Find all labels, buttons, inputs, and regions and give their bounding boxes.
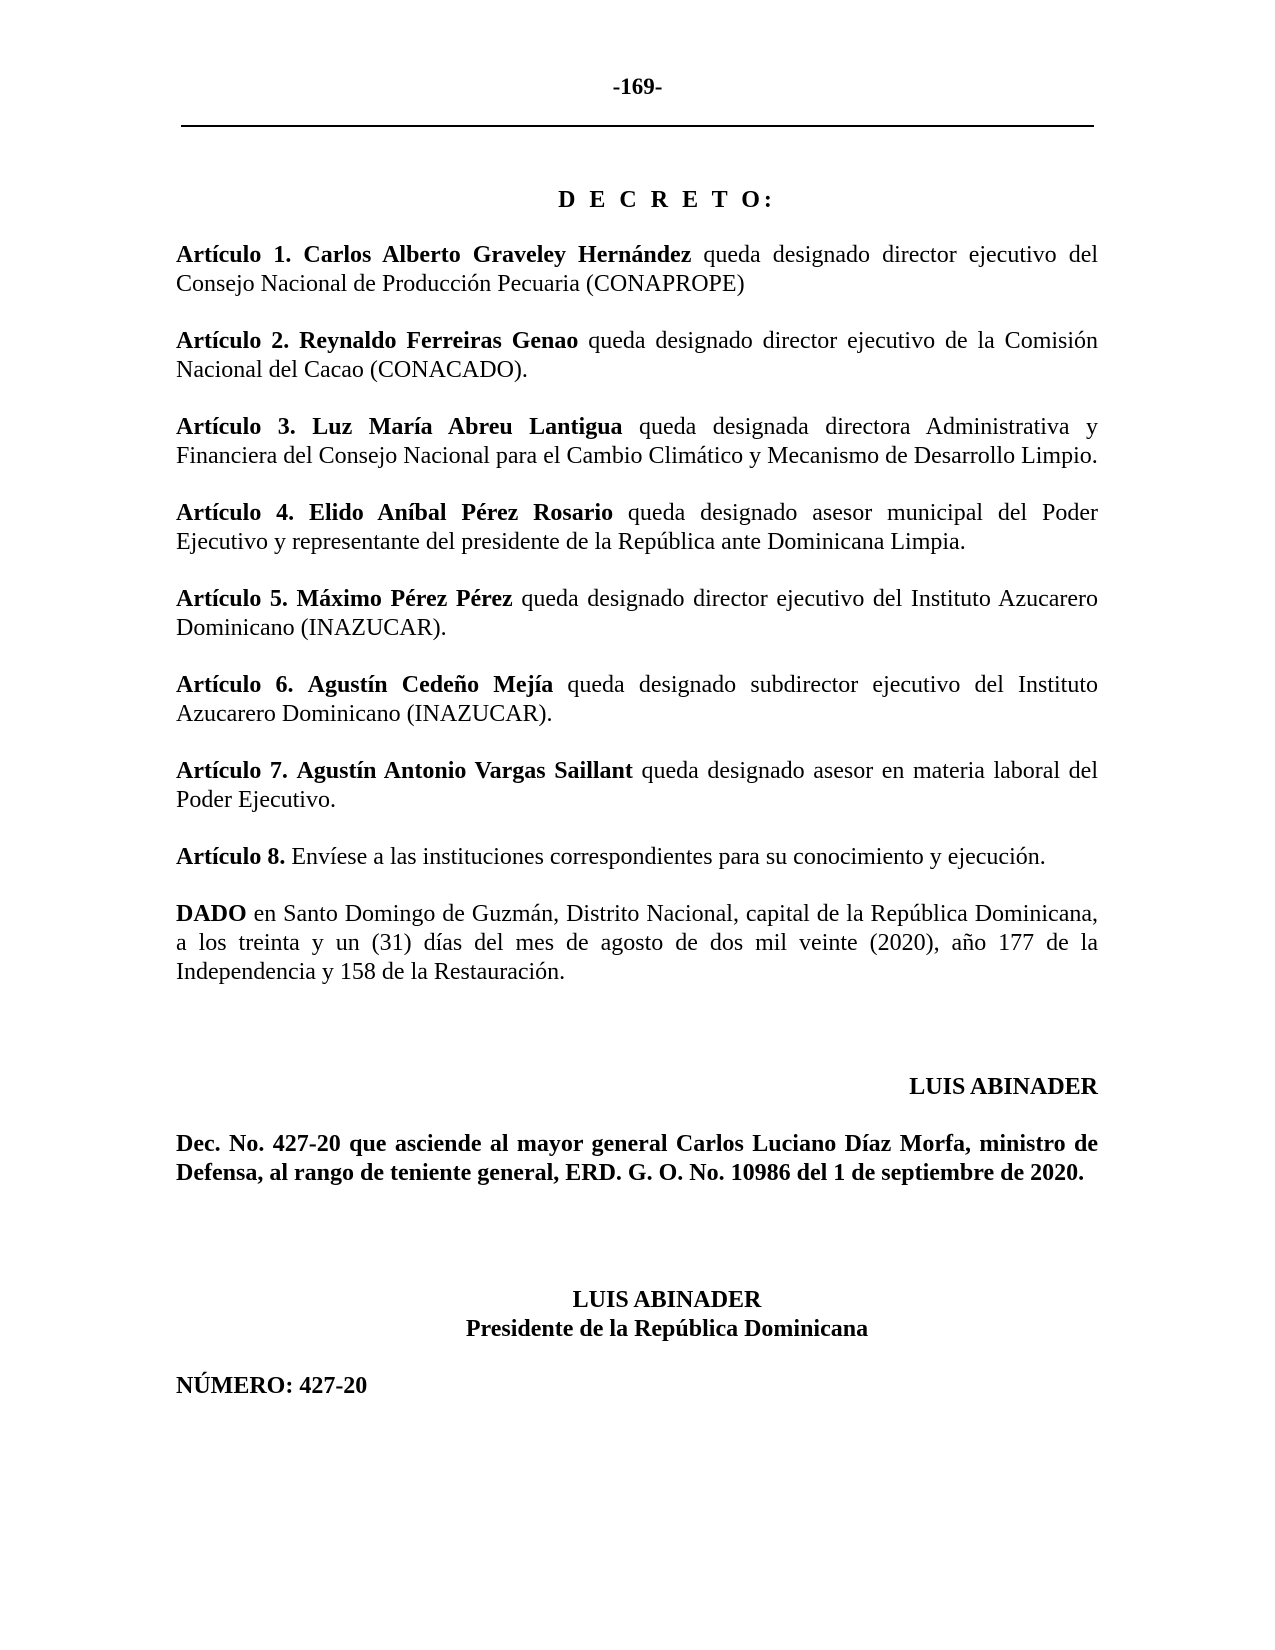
articulo-name: Agustín Cedeño Mejía — [307, 672, 554, 698]
document-body — [176, 186, 1098, 1401]
signature-luis-abinader: LUIS ABINADER — [909, 1074, 1098, 1100]
articulo-text: queda designado director ejecutivo del Consejo Nacional de Producción Pecuaria (CONAPROPE) — [176, 242, 1099, 297]
articulo-label: Artículo 6. — [176, 672, 294, 698]
articulo-text: queda designado director ejecutivo de la Comisión Nacional del Cacao (CONACADO). — [176, 328, 1099, 383]
decree-summary: Dec. No. 427-20 que asciende al mayor general Carlos Luciano Díaz Morfa, ministro de Defensa, al rango de teniente general, ERD. G. O. No. 10986 del 1 de septiembre de 2020. — [176, 1131, 1098, 1186]
signature-name: LUIS ABINADER — [572, 1287, 762, 1313]
articulo-name: Agustín Antonio Vargas Saillant — [296, 758, 633, 784]
articulo-2 — [176, 327, 1098, 385]
articulo-label: Artículo 7. — [176, 758, 288, 784]
dado-label: DADO — [176, 901, 247, 927]
articulo-text: queda designado asesor municipal del Poder Ejecutivo y representante del presidente de la República ante Dominicana Limpia. — [176, 500, 1099, 555]
articulo-text: Envíese a las instituciones correspondientes para su conocimiento y ejecución. — [291, 844, 1046, 870]
articulo-1 — [176, 241, 1098, 299]
articulo-text: queda designado director ejecutivo del Instituto Azucarero Dominicano (INAZUCAR). — [176, 586, 1099, 641]
page-number: -169- — [612, 74, 663, 99]
dado-text: en Santo Domingo de Guzmán, Distrito Nacional, capital de la República Dominicana, a los treinta y un (31) días del mes de agosto de dos mil veinte (2020), año 177 de la Independencia y 158 de la Restauración. — [176, 901, 1099, 985]
articulo-3 — [176, 413, 1098, 471]
articulo-name: Máximo Pérez Pérez — [296, 586, 513, 612]
articulo-label: Artículo 5. — [176, 586, 288, 612]
articulo-label: Artículo 8. — [176, 844, 286, 870]
articulo-5 — [176, 585, 1098, 643]
articulo-label: Artículo 4. — [176, 500, 295, 526]
articulo-4 — [176, 499, 1098, 557]
decree-number: NÚMERO: 427-20 — [176, 1373, 368, 1399]
articulo-label: Artículo 2. — [176, 328, 290, 354]
articulo-label: Artículo 3. — [176, 414, 296, 440]
articulo-label: Artículo 1. — [176, 242, 292, 268]
dado-paragraph — [176, 900, 1098, 987]
header-divider — [181, 125, 1094, 127]
signature-block — [176, 1286, 1098, 1344]
articulo-name: Carlos Alberto Graveley Hernández — [303, 242, 692, 268]
articulo-8 — [176, 843, 1098, 872]
articulo-name: Reynaldo Ferreiras Genao — [299, 328, 579, 354]
articulo-text: queda designado asesor en materia laboral del Poder Ejecutivo. — [176, 758, 1098, 813]
decreto-heading: D E C R E T O: — [558, 187, 776, 213]
signature-title: Presidente de la República Dominicana — [465, 1316, 869, 1342]
articulo-name: Luz María Abreu Lantigua — [312, 414, 623, 440]
articulo-name: Elido Aníbal Pérez Rosario — [309, 500, 614, 526]
articulo-6 — [176, 671, 1098, 729]
articulo-text: queda designada directora Administrativa y Financiera del Consejo Nacional para el Cambio Climático y Mecanismo de Desarrollo Limpio. — [176, 414, 1099, 469]
articulo-7 — [176, 757, 1098, 815]
articulo-text: queda designado subdirector ejecutivo del Instituto Azucarero Dominicano (INAZUCAR). — [176, 672, 1099, 727]
